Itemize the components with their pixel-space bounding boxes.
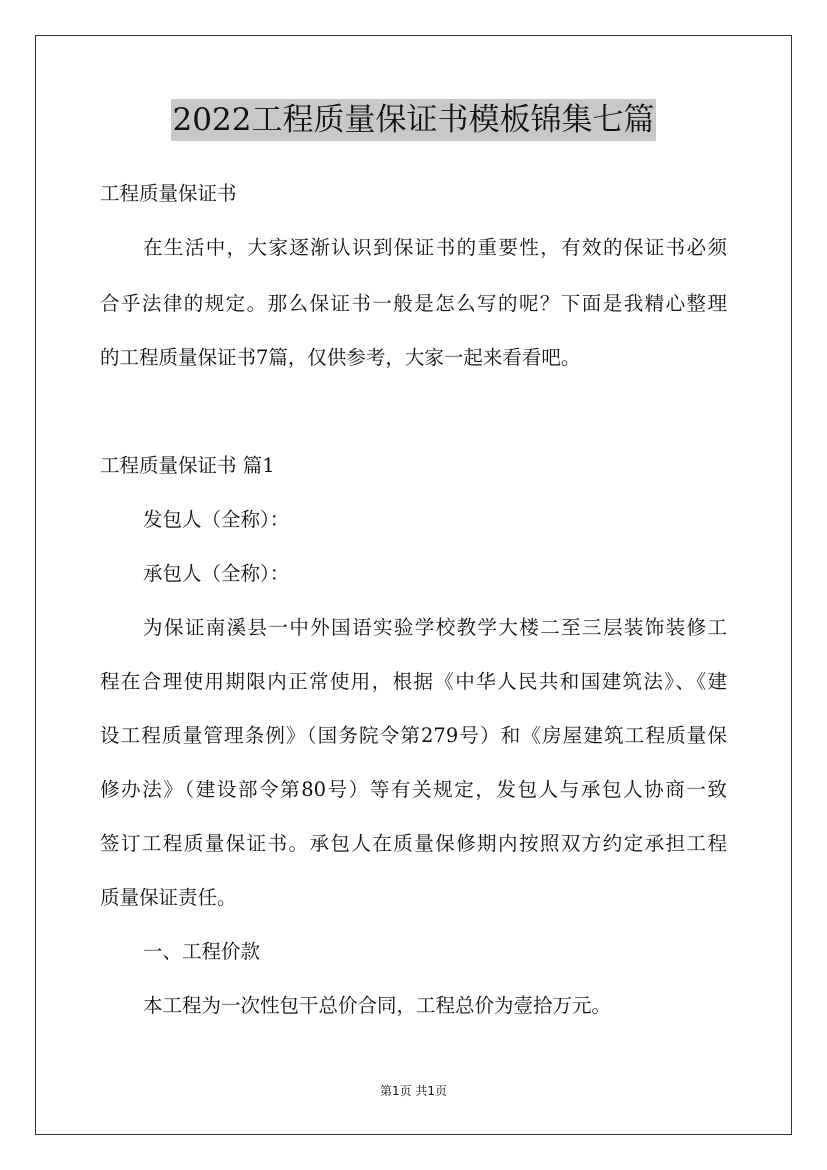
- body-line-2: 程在合理使用期限内正常使用，根据《中华人民共和国建筑法》、《建: [100, 670, 727, 693]
- title-container: [0, 99, 827, 141]
- chengbao-label: 承包人（全称）：: [143, 562, 290, 585]
- body-line-6: 质量保证责任。: [100, 886, 237, 909]
- body-line-3: 设工程质量管理条例》（国务院令第279号）和《房屋建筑工程质量保: [100, 724, 727, 747]
- clause-heading: 一、工程价款: [143, 940, 261, 963]
- clause-text: 本工程为一次性包干总价合同，工程总价为壹拾万元。: [143, 994, 612, 1017]
- intro-line-2: 合乎法律的规定。那么保证书一般是怎么写的呢？下面是我精心整理: [100, 292, 727, 315]
- page-footer: 第1页 共1页: [379, 1084, 448, 1098]
- body-line-1: 为保证南溪县一中外国语实验学校教学大楼二至三层装饰装修工: [143, 616, 727, 639]
- body-line-5: 签订工程质量保证书。承包人在质量保修期内按照双方约定承担工程: [100, 832, 727, 855]
- body-line-4: 修办法》（建设部令第80号）等有关规定，发包人与承包人协商一致: [100, 778, 727, 801]
- document-title: 2022工程质量保证书模板锦集七篇: [171, 99, 657, 141]
- intro-line-1: 在生活中，大家逐渐认识到保证书的重要性，有效的保证书必须: [143, 236, 727, 259]
- fabao-label: 发包人（全称）：: [143, 508, 290, 531]
- section-heading: 工程质量保证书 篇1: [100, 454, 275, 477]
- document-heading: 工程质量保证书: [100, 182, 237, 205]
- intro-line-3: 的工程质量保证书7篇，仅供参考，大家一起来看看吧。: [100, 346, 581, 369]
